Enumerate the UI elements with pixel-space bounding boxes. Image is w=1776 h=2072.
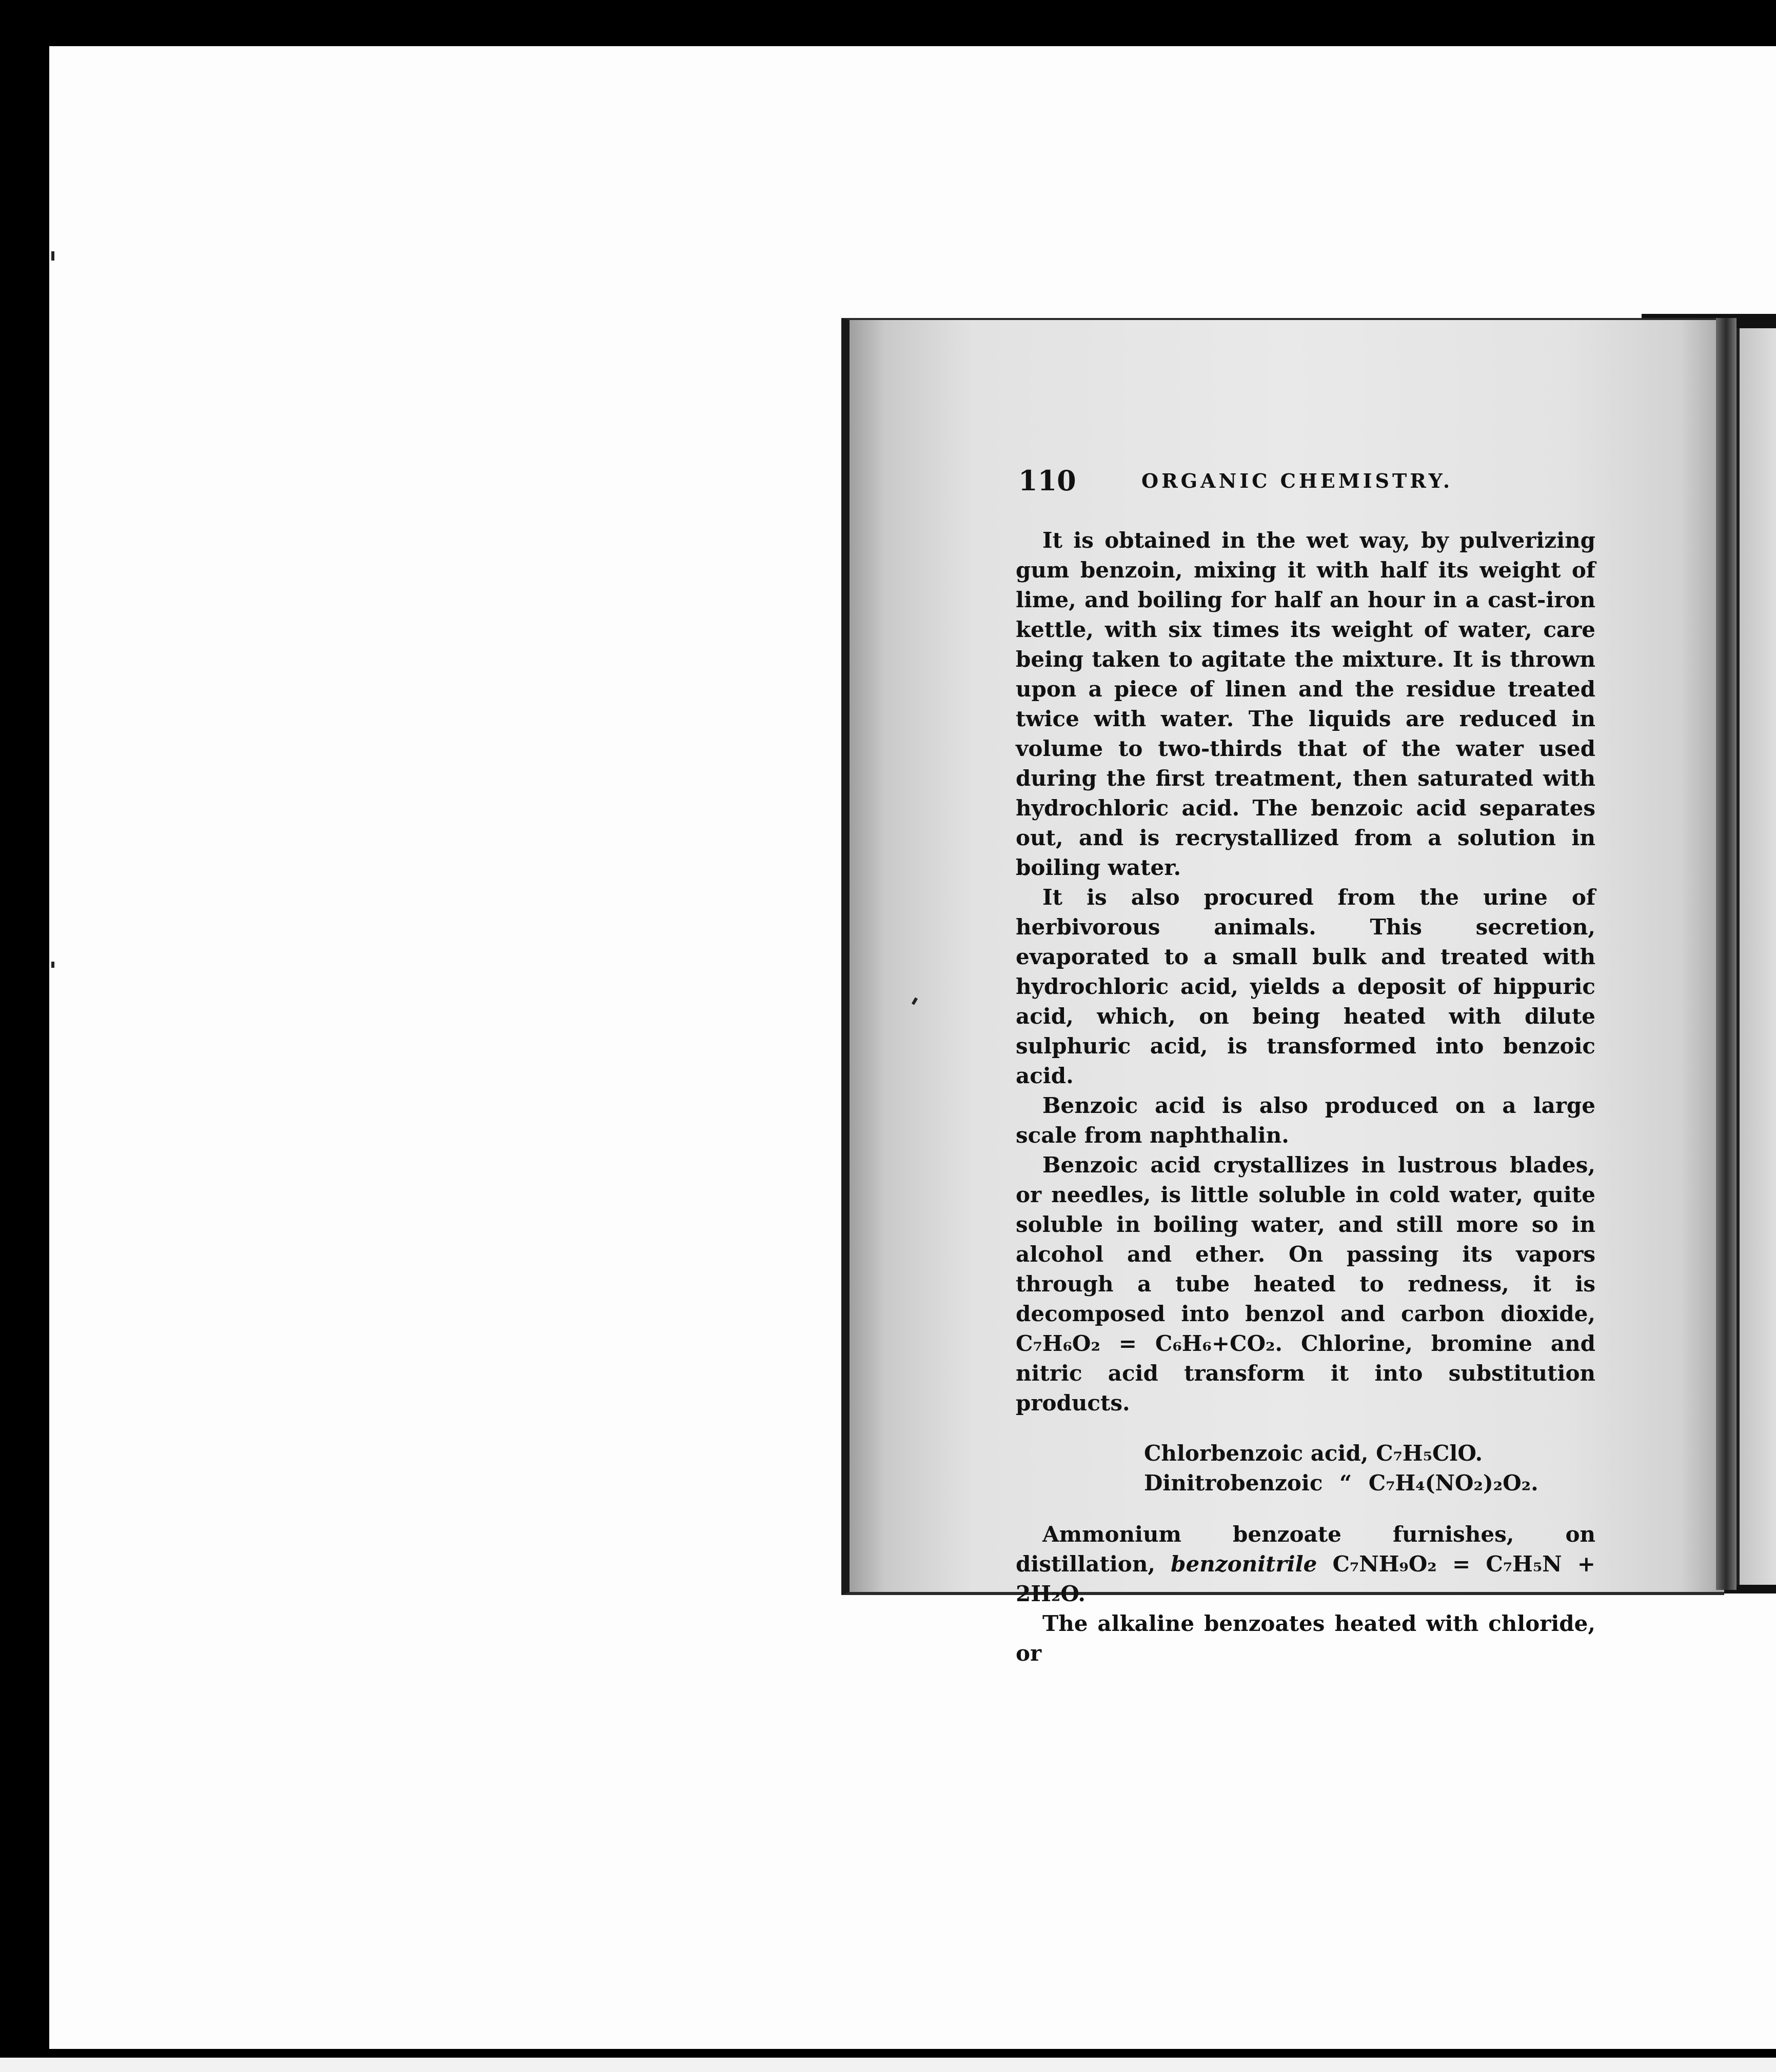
benzonitrile-term: benzonitrile	[1171, 1551, 1317, 1577]
running-head: ORGANIC CHEMISTRY.	[1141, 469, 1453, 492]
book-gutter	[1716, 318, 1736, 1590]
paragraph-properties	[1016, 1150, 1595, 1418]
paragraph-naphthalin: Benzoic acid is also produced on a large scale from naphthalin.	[1016, 1093, 1595, 1148]
paragraph-alkaline: The alkaline benzoates heated with chloride, or	[1016, 1611, 1595, 1666]
scan-bottom-edge	[0, 2058, 1776, 2072]
margin-speck	[51, 251, 54, 261]
dinitrobenzoic-row	[1144, 1468, 1595, 1498]
paragraph-urine: It is also procured from the urine of herbivorous animals. This secretion, evaporated to a small bulk and treated with hydrochloric acid, yields a deposit of hippuric acid, which, on being heated with dilute sulphuric acid, is transformed into benzoic acid.	[1016, 885, 1595, 1088]
ditto-mark: “	[1339, 1470, 1352, 1496]
formula-decomposition: C₇H₆O₂ = C₆H₆+CO₂.	[1016, 1331, 1283, 1356]
dinitrobenzoic-label: Dinitrobenzoic	[1144, 1470, 1323, 1496]
chlorbenzoic-formula: C₇H₅ClO.	[1376, 1441, 1483, 1466]
formula-benzonitrile: C₇NH₉O₂ = C₇H₅N + 2H₂O.	[1016, 1551, 1595, 1606]
chlorbenzoic-label: Chlorbenzoic acid,	[1144, 1441, 1369, 1466]
page-number: 110	[1018, 464, 1076, 497]
chlorbenzoic-row	[1144, 1439, 1595, 1468]
page-header	[1018, 464, 1595, 500]
page-body	[1016, 526, 1595, 1668]
properties-text-end: Chlorine, bromine and nitric acid transform it into substitution products.	[1016, 1331, 1596, 1416]
paragraph-wet-way: It is obtained in the wet way, by pulverizing gum benzoin, mixing it with half its weight of lime, and boiling for half an hour in a cast-iron kettle, with six times its weight of water, care being taken to agitate the mixture. It is thrown upon a piece of linen and the residue treated twice with water. The liquids are reduced in volume to two-thirds that of the water used during the first treatment, then saturated with hydrochloric acid. The benzoic acid separates out, and is recrystallized from a solution in boiling water.	[1016, 528, 1595, 880]
properties-text: Benzoic acid crystallizes in lustrous blades, or needles, is little soluble in cold water, quite soluble in boiling water, and still more so in alcohol and ether. On passing its vapors through a tube heated to redness, it is decomposed into benzol and carbon dioxide,	[1016, 1152, 1595, 1326]
substitution-products	[1144, 1439, 1595, 1498]
facing-page-edge	[1736, 328, 1776, 1585]
paragraph-ammonium	[1016, 1520, 1595, 1609]
ammonium-text: Ammonium benzoate furnishes, on distillation,	[1016, 1522, 1595, 1577]
margin-speck	[51, 962, 54, 968]
dinitrobenzoic-formula: C₇H₄(NO₂)₂O₂.	[1368, 1470, 1538, 1496]
